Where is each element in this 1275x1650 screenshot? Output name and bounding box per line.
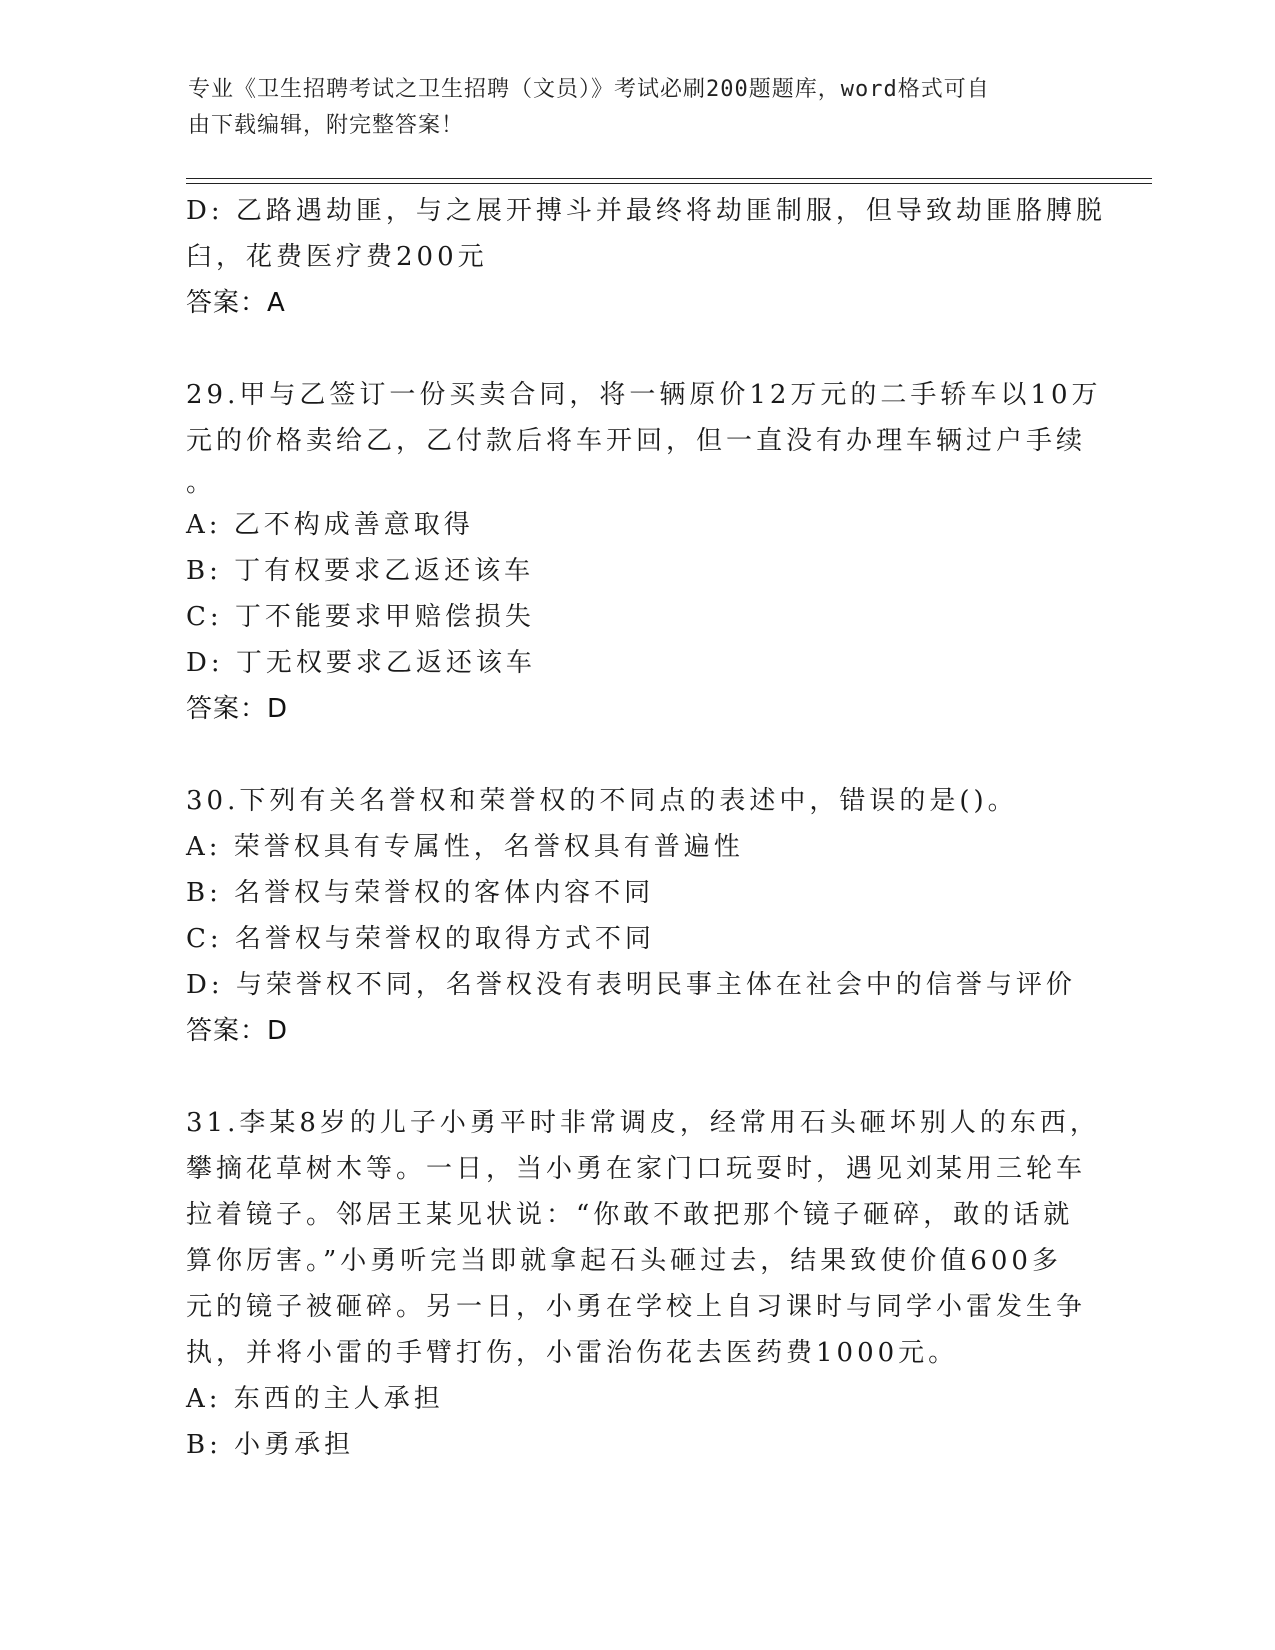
header-line-2: 由下载编辑，附完整答案！ bbox=[188, 113, 465, 138]
spacer bbox=[186, 326, 1086, 372]
option-a: A: 乙不构成善意取得 bbox=[186, 510, 474, 540]
question-text-line-3: 拉着镜子。邻居王某见状说：“你敢不敢把那个镜子砸碎，敢的话就 bbox=[186, 1200, 1074, 1230]
document-header bbox=[188, 72, 1088, 144]
option-d: D: 与荣誉权不同，名誉权没有表明民事主体在社会中的信誉与评价 bbox=[186, 970, 1076, 1000]
option-c: C: 丁不能要求甲赔偿损失 bbox=[186, 602, 535, 632]
question-29 bbox=[186, 372, 1102, 732]
spacer bbox=[186, 732, 1086, 778]
question-text-line-4: 算你厉害。”小勇听完当即就拿起石头砸过去，结果致使价值600多 bbox=[186, 1246, 1062, 1276]
header-divider-top bbox=[186, 178, 1152, 179]
option-d-line-2: 臼，花费医疗费200元 bbox=[186, 242, 488, 272]
header-divider-bottom bbox=[186, 183, 1152, 184]
question-31 bbox=[186, 1100, 1100, 1468]
option-d-line-1: D: 乙路遇劫匪，与之展开搏斗并最终将劫匪制服，但导致劫匪胳膊脱 bbox=[186, 196, 1106, 226]
answer: 答案：A bbox=[186, 288, 286, 318]
question-content bbox=[186, 188, 1106, 1468]
option-c: C: 名誉权与荣誉权的取得方式不同 bbox=[186, 924, 655, 954]
question-text-line-3: 。 bbox=[186, 468, 217, 498]
option-b: B: 丁有权要求乙返还该车 bbox=[186, 556, 535, 586]
answer: 答案：D bbox=[186, 694, 289, 724]
question-text-line-1: 31.李某8岁的儿子小勇平时非常调皮，经常用石头砸坏别人的东西， bbox=[186, 1108, 1100, 1138]
question-30 bbox=[186, 778, 1086, 1054]
question-text-line-2: 元的价格卖给乙，乙付款后将车开回，但一直没有办理车辆过户手续 bbox=[186, 426, 1087, 456]
option-b: B: 名誉权与荣誉权的客体内容不同 bbox=[186, 878, 655, 908]
question-text-line-6: 执，并将小雷的手臂打伤，小雷治伤花去医药费1000元。 bbox=[186, 1338, 959, 1368]
answer: 答案：D bbox=[186, 1016, 289, 1046]
option-a: A: 荣誉权具有专属性，名誉权具有普遍性 bbox=[186, 832, 744, 862]
question-text-line-5: 元的镜子被砸碎。另一日，小勇在学校上自习课时与同学小雷发生争 bbox=[186, 1292, 1087, 1322]
question-text-line-1: 29.甲与乙签订一份买卖合同，将一辆原价12万元的二手轿车以10万 bbox=[186, 380, 1102, 410]
question-text-line-1: 30.下列有关名誉权和荣誉权的不同点的表述中，错误的是()。 bbox=[186, 786, 1018, 816]
question-text-line-2: 攀摘花草树木等。一日，当小勇在家门口玩耍时，遇见刘某用三轮车 bbox=[186, 1154, 1087, 1184]
question-28 bbox=[186, 188, 1106, 326]
header-line-1: 专业《卫生招聘考试之卫生招聘（文员）》考试必刷200题题库，word格式可自 bbox=[188, 77, 990, 102]
option-b: B: 小勇承担 bbox=[186, 1430, 355, 1460]
option-a: A: 东西的主人承担 bbox=[186, 1384, 444, 1414]
spacer bbox=[186, 1054, 1086, 1100]
option-d: D: 丁无权要求乙返还该车 bbox=[186, 648, 536, 678]
